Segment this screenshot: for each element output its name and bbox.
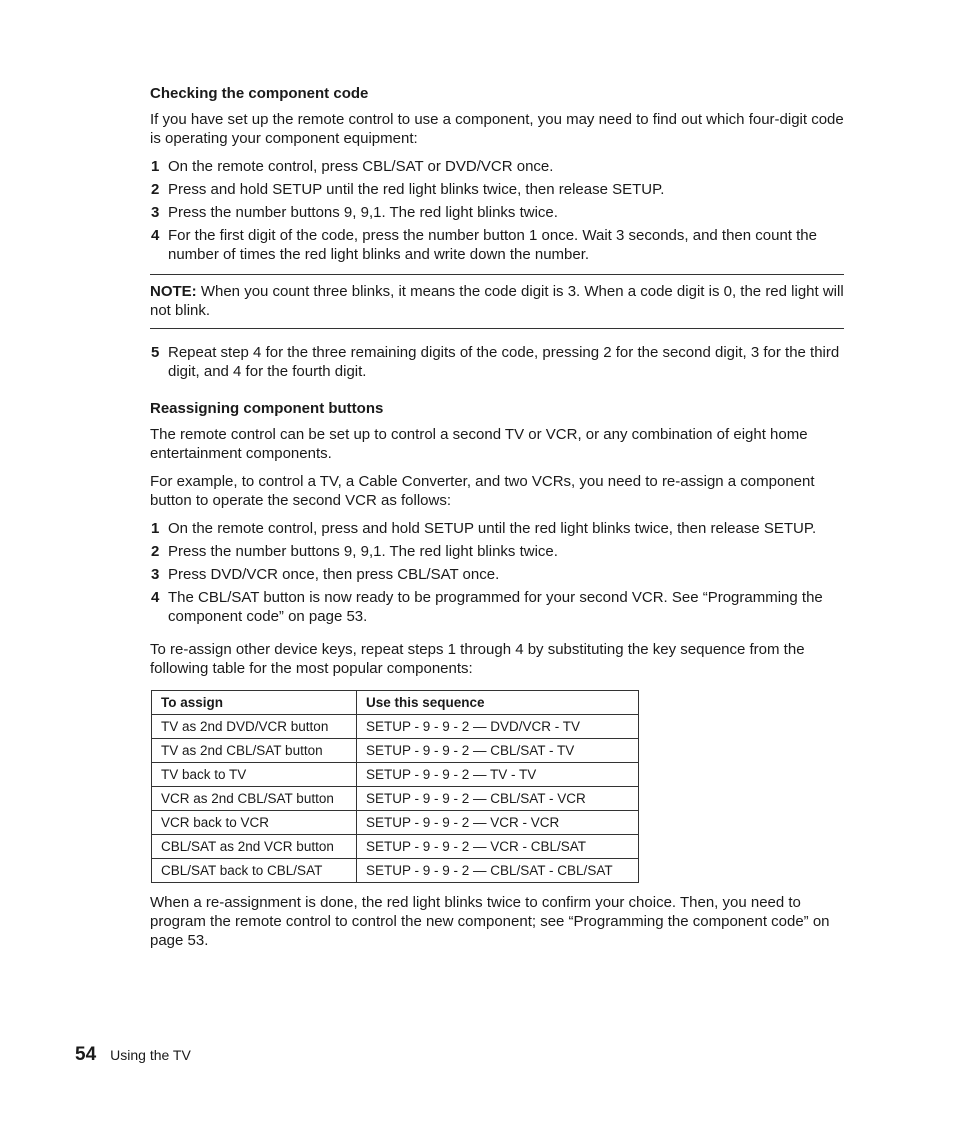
- table-cell: SETUP - 9 - 9 - 2 — CBL/SAT - CBL/SAT: [357, 859, 639, 883]
- table-cell: CBL/SAT back to CBL/SAT: [152, 859, 357, 883]
- table-cell: SETUP - 9 - 9 - 2 — CBL/SAT - TV: [357, 739, 639, 763]
- footer-section-title: Using the TV: [110, 1047, 191, 1063]
- note-box: [150, 274, 844, 329]
- paragraph: For example, to control a TV, a Cable Converter, and two VCRs, you need to re-assign a component button to operate the second VCR as follows:: [150, 473, 815, 509]
- reassign-steps-list: [150, 519, 844, 626]
- table-cell: VCR back to VCR: [152, 811, 357, 835]
- table-cell: SETUP - 9 - 9 - 2 — CBL/SAT - VCR: [357, 787, 639, 811]
- list-item: 5 Repeat step 4 for the three remaining digits of the code, pressing 2 for the second digit, 3 for the third digit, and 4 for the fourth digit.: [151, 344, 840, 380]
- list-item: 2 Press and hold SETUP until the red light blinks twice, then release SETUP.: [151, 181, 665, 198]
- table-row: [152, 715, 639, 739]
- table-row: [152, 739, 639, 763]
- page-number: 54: [75, 1044, 97, 1065]
- page-footer: [75, 1044, 191, 1066]
- note-text: When you count three blinks, it means the code digit is 3. When a code digit is 0, the red light will not blink.: [150, 283, 844, 319]
- table-header-cell: To assign: [152, 691, 357, 715]
- table-row: [152, 787, 639, 811]
- table-cell: SETUP - 9 - 9 - 2 — VCR - VCR: [357, 811, 639, 835]
- list-item: 3 Press DVD/VCR once, then press CBL/SAT once.: [151, 566, 500, 583]
- table-cell: VCR as 2nd CBL/SAT button: [152, 787, 357, 811]
- checking-steps-list-continued: [150, 343, 844, 381]
- checking-steps-list: [150, 157, 844, 264]
- list-item: 4 The CBL/SAT button is now ready to be programmed for your second VCR. See “Programming the component code” on page 53.: [151, 589, 823, 625]
- table-row: [152, 811, 639, 835]
- table-row: [152, 859, 639, 883]
- list-item: 1 On the remote control, press and hold SETUP until the red light blinks twice, then release SETUP.: [151, 520, 817, 537]
- list-item: 4 For the first digit of the code, press the number button 1 once. Wait 3 seconds, and then count the number of times the red light blinks and write down the number.: [151, 227, 817, 263]
- table-cell: TV back to TV: [152, 763, 357, 787]
- key-sequence-table: [151, 690, 639, 883]
- paragraph: The remote control can be set up to control a second TV or VCR, or any combination of eight home entertainment components.: [150, 426, 808, 462]
- paragraph: To re-assign other device keys, repeat steps 1 through 4 by substituting the key sequence from the following table for the most popular components:: [150, 641, 805, 677]
- table-row: [152, 763, 639, 787]
- intro-paragraph: If you have set up the remote control to use a component, you may need to find out which four-digit code is operating your component equipment:: [150, 111, 844, 147]
- section-heading-reassigning: Reassigning component buttons: [150, 400, 384, 417]
- table-cell: TV as 2nd DVD/VCR button: [152, 715, 357, 739]
- table-cell: CBL/SAT as 2nd VCR button: [152, 835, 357, 859]
- table-row: [152, 835, 639, 859]
- section-heading-checking: Checking the component code: [150, 85, 369, 102]
- table-cell: SETUP - 9 - 9 - 2 — TV - TV: [357, 763, 639, 787]
- table-cell: SETUP - 9 - 9 - 2 — DVD/VCR - TV: [357, 715, 639, 739]
- page-content: [150, 84, 844, 959]
- list-item: 2 Press the number buttons 9, 9,1. The red light blinks twice.: [151, 543, 558, 560]
- list-item: 1 On the remote control, press CBL/SAT or DVD/VCR once.: [151, 158, 554, 175]
- table-cell: TV as 2nd CBL/SAT button: [152, 739, 357, 763]
- table-cell: SETUP - 9 - 9 - 2 — VCR - CBL/SAT: [357, 835, 639, 859]
- note-label: NOTE:: [150, 283, 197, 300]
- list-item: 3 Press the number buttons 9, 9,1. The red light blinks twice.: [151, 204, 558, 221]
- table-header-row: [152, 691, 639, 715]
- table-header-cell: Use this sequence: [357, 691, 639, 715]
- paragraph: When a re-assignment is done, the red light blinks twice to confirm your choice. Then, you need to program the remote control to control the new component; see “Programming the component code” on page 53.: [150, 894, 830, 949]
